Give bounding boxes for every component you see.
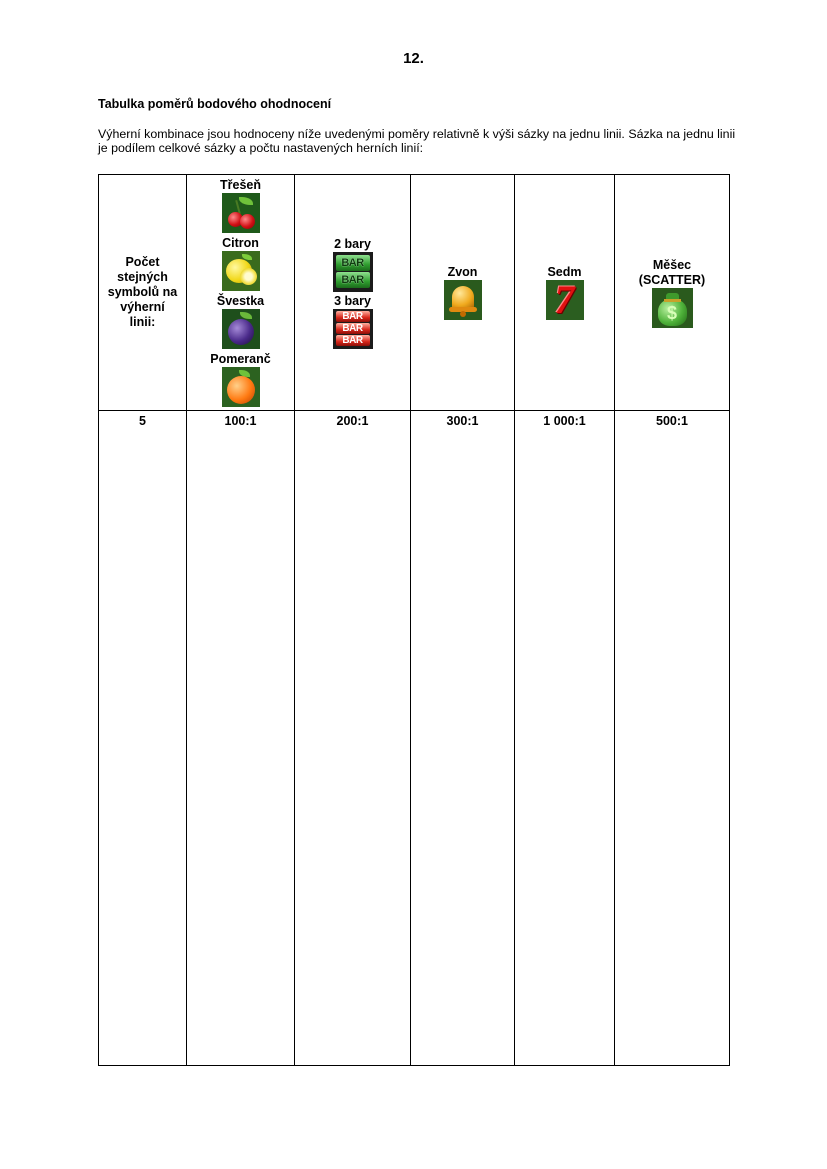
seven-glyph: 7 (554, 280, 575, 320)
symbol-label-plum: Švestka (216, 294, 265, 308)
header-fruits (187, 175, 295, 411)
header-bell (411, 175, 515, 411)
cell-seven-payout: 1 000:1 (515, 411, 615, 1066)
seven-icon (546, 280, 584, 320)
two-bars-icon (333, 252, 373, 292)
lemon-icon (222, 251, 260, 291)
cell-fruits-payout: 100:1 (187, 411, 295, 1066)
symbol-label-seven: Sedm (547, 265, 582, 279)
payout-table (98, 174, 730, 1066)
cherry-icon (222, 193, 260, 233)
bar-text: BAR (336, 255, 370, 271)
intro-paragraph: Výherní kombinace jsou hodnoceny níže uvedenými poměry relativně k výši sázky na jednu linii. Sázka na jednu linii je podílem celkové sázky a počtu nastavených herních linií: (98, 127, 736, 155)
three-bars-icon (333, 309, 373, 349)
symbol-label-orange: Pomeranč (210, 352, 271, 366)
cell-bag-payout: 500:1 (615, 411, 730, 1066)
bar-text: BAR (336, 272, 370, 288)
section-title: Tabulka poměrů bodového ohodnocení (98, 97, 332, 111)
header-symbol-count (99, 175, 187, 411)
orange-icon (222, 367, 260, 407)
cell-bars-payout: 200:1 (295, 411, 411, 1066)
symbol-label-bag: Měšec (SCATTER) (638, 257, 706, 287)
cell-count: 5 (99, 411, 187, 1066)
dollar-glyph: $ (666, 302, 677, 323)
plum-icon (222, 309, 260, 349)
symbol-label-two-bars: 2 bary (334, 236, 371, 251)
symbol-label-lemon: Citron (222, 236, 259, 250)
bell-icon (444, 280, 482, 320)
bar-text: BAR (336, 335, 370, 346)
symbol-label-bell: Zvon (447, 265, 478, 279)
header-bars (295, 175, 411, 411)
symbol-label-cherry: Třešeň (220, 178, 261, 192)
page-number: 12. (403, 50, 424, 67)
bar-text: BAR (336, 311, 370, 322)
bar-text: BAR (336, 323, 370, 334)
header-symbol-count-label: Počet stejných symbolů na výherní linii: (107, 255, 178, 329)
header-bag (615, 175, 730, 411)
table-header-row (99, 175, 730, 411)
cell-bell-payout: 300:1 (411, 411, 515, 1066)
symbol-label-three-bars: 3 bary (334, 293, 371, 308)
money-bag-icon (652, 288, 693, 328)
table-row (99, 411, 730, 1066)
header-seven (515, 175, 615, 411)
